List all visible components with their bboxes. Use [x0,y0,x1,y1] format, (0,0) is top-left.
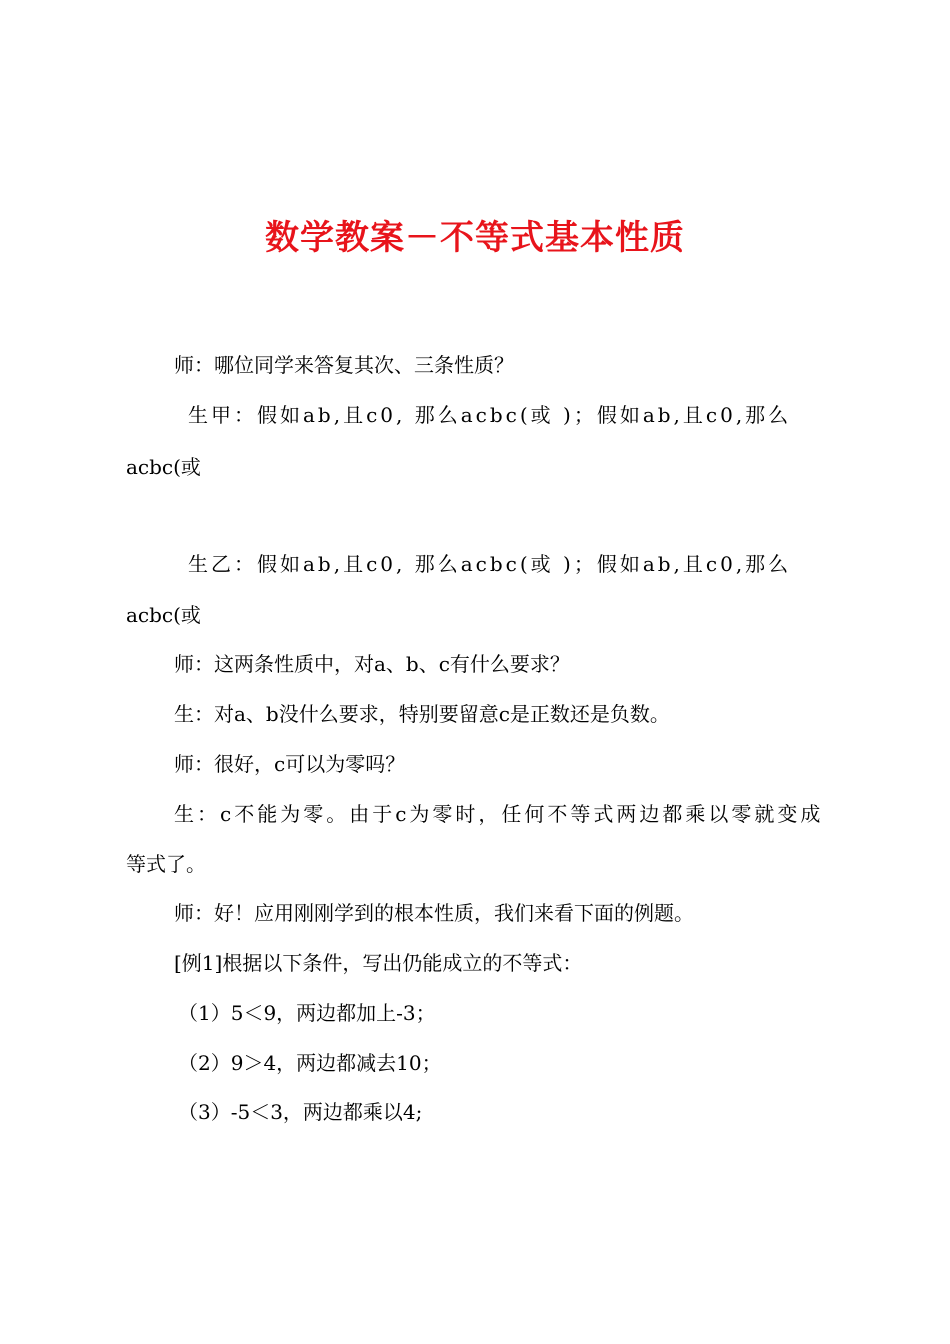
paragraph-line: acbc(或 [126,603,201,627]
paragraph-line: 生：对a、b没什么要求，特别要留意c是正数还是负数。 [174,702,670,726]
paragraph-line: 生乙：假如ab,且c0, 那么acbc(或 )；假如ab,且c0,那么 [188,552,792,576]
paragraph-line: 生：c不能为零。由于c为零时，任何不等式两边都乘以零就变成 [174,802,824,826]
example-item: （1）5＜9，两边都加上-3； [178,1001,436,1025]
document-title: 数学教案－不等式基本性质 [265,218,685,258]
paragraph-line: [例1]根据以下条件，写出仍能成立的不等式： [174,951,583,975]
example-item: （3）-5＜3，两边都乘以4; [178,1100,423,1124]
paragraph-line: 师：哪位同学来答复其次、三条性质？ [174,353,514,377]
paragraph-line: 等式了。 [126,852,206,876]
paragraph-line: 师：好！应用刚刚学到的根本性质，我们来看下面的例题。 [174,901,694,925]
paragraph-line: acbc(或 [126,455,201,479]
example-item: （2）9＞4，两边都减去10； [178,1051,442,1075]
paragraph-line: 生甲：假如ab,且c0, 那么acbc(或 )；假如ab,且c0,那么 [188,403,792,427]
paragraph-line: 师：很好，c可以为零吗？ [174,752,406,776]
paragraph-line: 师：这两条性质中，对a、b、c有什么要求？ [174,652,570,676]
